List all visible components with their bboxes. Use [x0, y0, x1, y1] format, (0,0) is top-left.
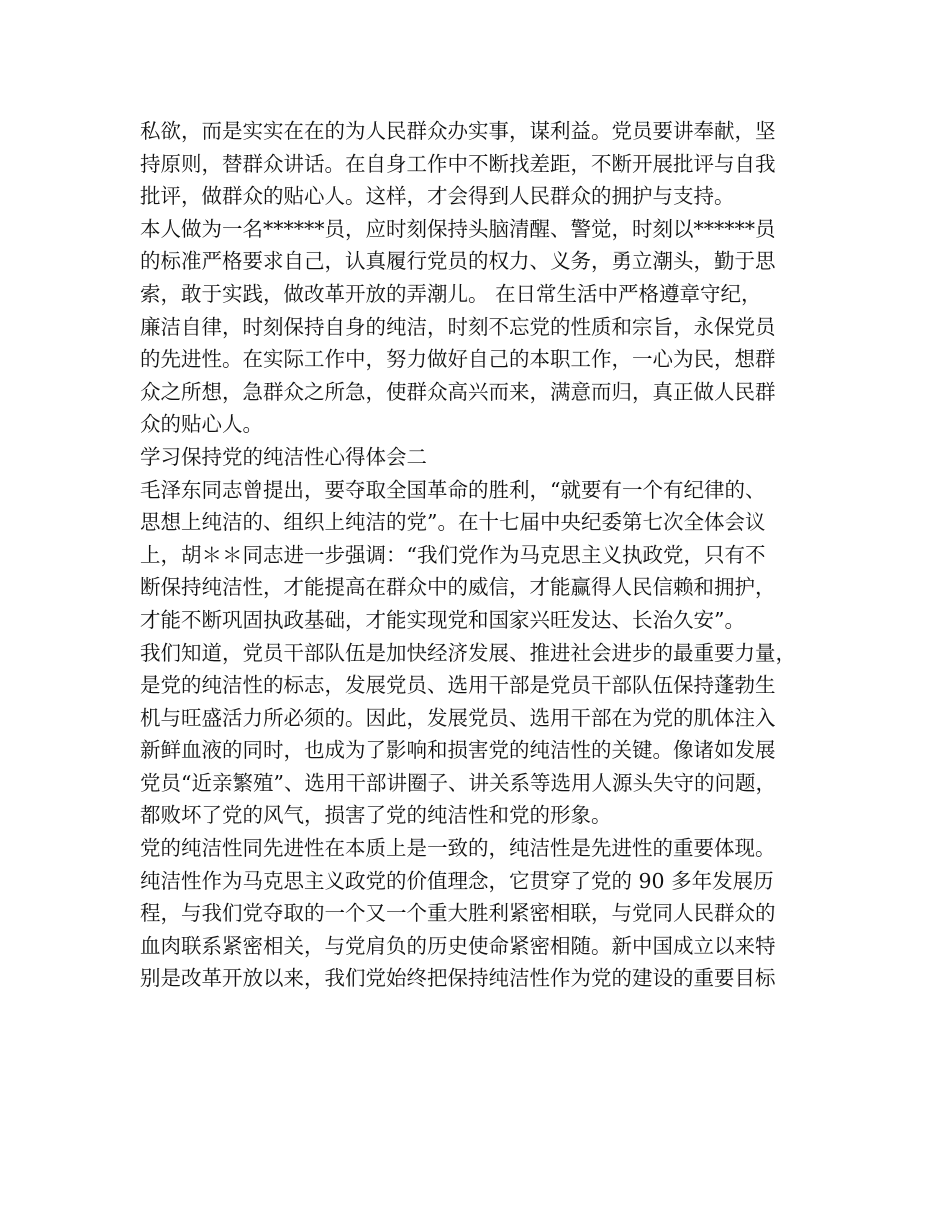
text-line: 血肉联系紧密相关，与党肩负的历史使命紧密相随。新中国成立以来特	[140, 933, 776, 958]
text-line: 我们知道，党员干部队伍是加快经济发展、推进社会进步的最重要力量，	[140, 640, 796, 665]
text-line: 的先进性。在实际工作中，努力做好自己的本职工作，一心为民，想群	[140, 347, 776, 372]
text-line: 程，与我们党夺取的一个又一个重大胜利紧密相联，与党同人民群众的	[140, 901, 776, 926]
text-line: 廉洁自律，时刻保持自身的纯洁，时刻不忘党的性质和宗旨，永保党员	[140, 314, 776, 339]
text-line: 党员“近亲繁殖”、选用干部讲圈子、讲关系等选用人源头失守的问题，	[140, 770, 776, 795]
text-line: 众之所想，急群众之所急，使群众高兴而来，满意而归，真正做人民群	[140, 379, 776, 404]
text-line: 是党的纯洁性的标志，发展党员、选用干部是党员干部队伍保持蓬勃生	[140, 673, 776, 698]
text-line: 索，敢于实践，做改革开放的弄潮儿。 在日常生活中严格遵章守纪，	[140, 281, 762, 306]
text-line: 上，胡＊＊同志进一步强调：“我们党作为马克思主义执政党，只有不	[140, 542, 766, 567]
text-line: 机与旺盛活力所必须的。因此，发展党员、选用干部在为党的肌体注入	[140, 705, 776, 730]
text-line: 毛泽东同志曾提出，要夺取全国革命的胜利，“就要有一个有纪律的、	[140, 477, 766, 502]
text-line: 本人做为一名******员，应时刻保持头脑清醒、警觉，时刻以******员	[140, 216, 776, 241]
section-heading: 学习保持党的纯洁性心得体会二	[140, 444, 427, 469]
text-line: 批评，做群众的贴心人。这样，才会得到人民群众的拥护与支持。	[140, 184, 735, 209]
text-line: 党的纯洁性同先进性在本质上是一致的，纯洁性是先进性的重要体现。	[140, 836, 776, 861]
document-body	[140, 115, 830, 995]
text-line: 思想上纯洁的、组织上纯洁的党”。在十七届中央纪委第七次全体会议	[140, 510, 766, 535]
text-line: 才能不断巩固执政基础，才能实现党和国家兴旺发达、长治久安”。	[140, 607, 745, 632]
text-line: 持原则，替群众讲话。在自身工作中不断找差距，不断开展批评与自我	[140, 151, 776, 176]
text-line: 断保持纯洁性，才能提高在群众中的威信，才能赢得人民信赖和拥护，	[140, 575, 776, 600]
text-line: 私欲，而是实实在在的为人民群众办实事，谋利益。党员要讲奉献，坚	[140, 119, 776, 143]
text-line: 纯洁性作为马克思主义政党的价值理念，它贯穿了党的 90 多年发展历	[140, 868, 774, 893]
text-line: 的标准严格要求自己，认真履行党员的权力、义务，勇立潮头，勤于思	[140, 249, 776, 274]
text-line: 新鲜血液的同时，也成为了影响和损害党的纯洁性的关键。像诸如发展	[140, 738, 776, 763]
text-line: 别是改革开放以来，我们党始终把保持纯洁性作为党的建设的重要目标	[140, 966, 776, 991]
text-line: 众的贴心人。	[140, 412, 263, 437]
text-line: 都败坏了党的风气，损害了党的纯洁性和党的形象。	[140, 803, 612, 828]
